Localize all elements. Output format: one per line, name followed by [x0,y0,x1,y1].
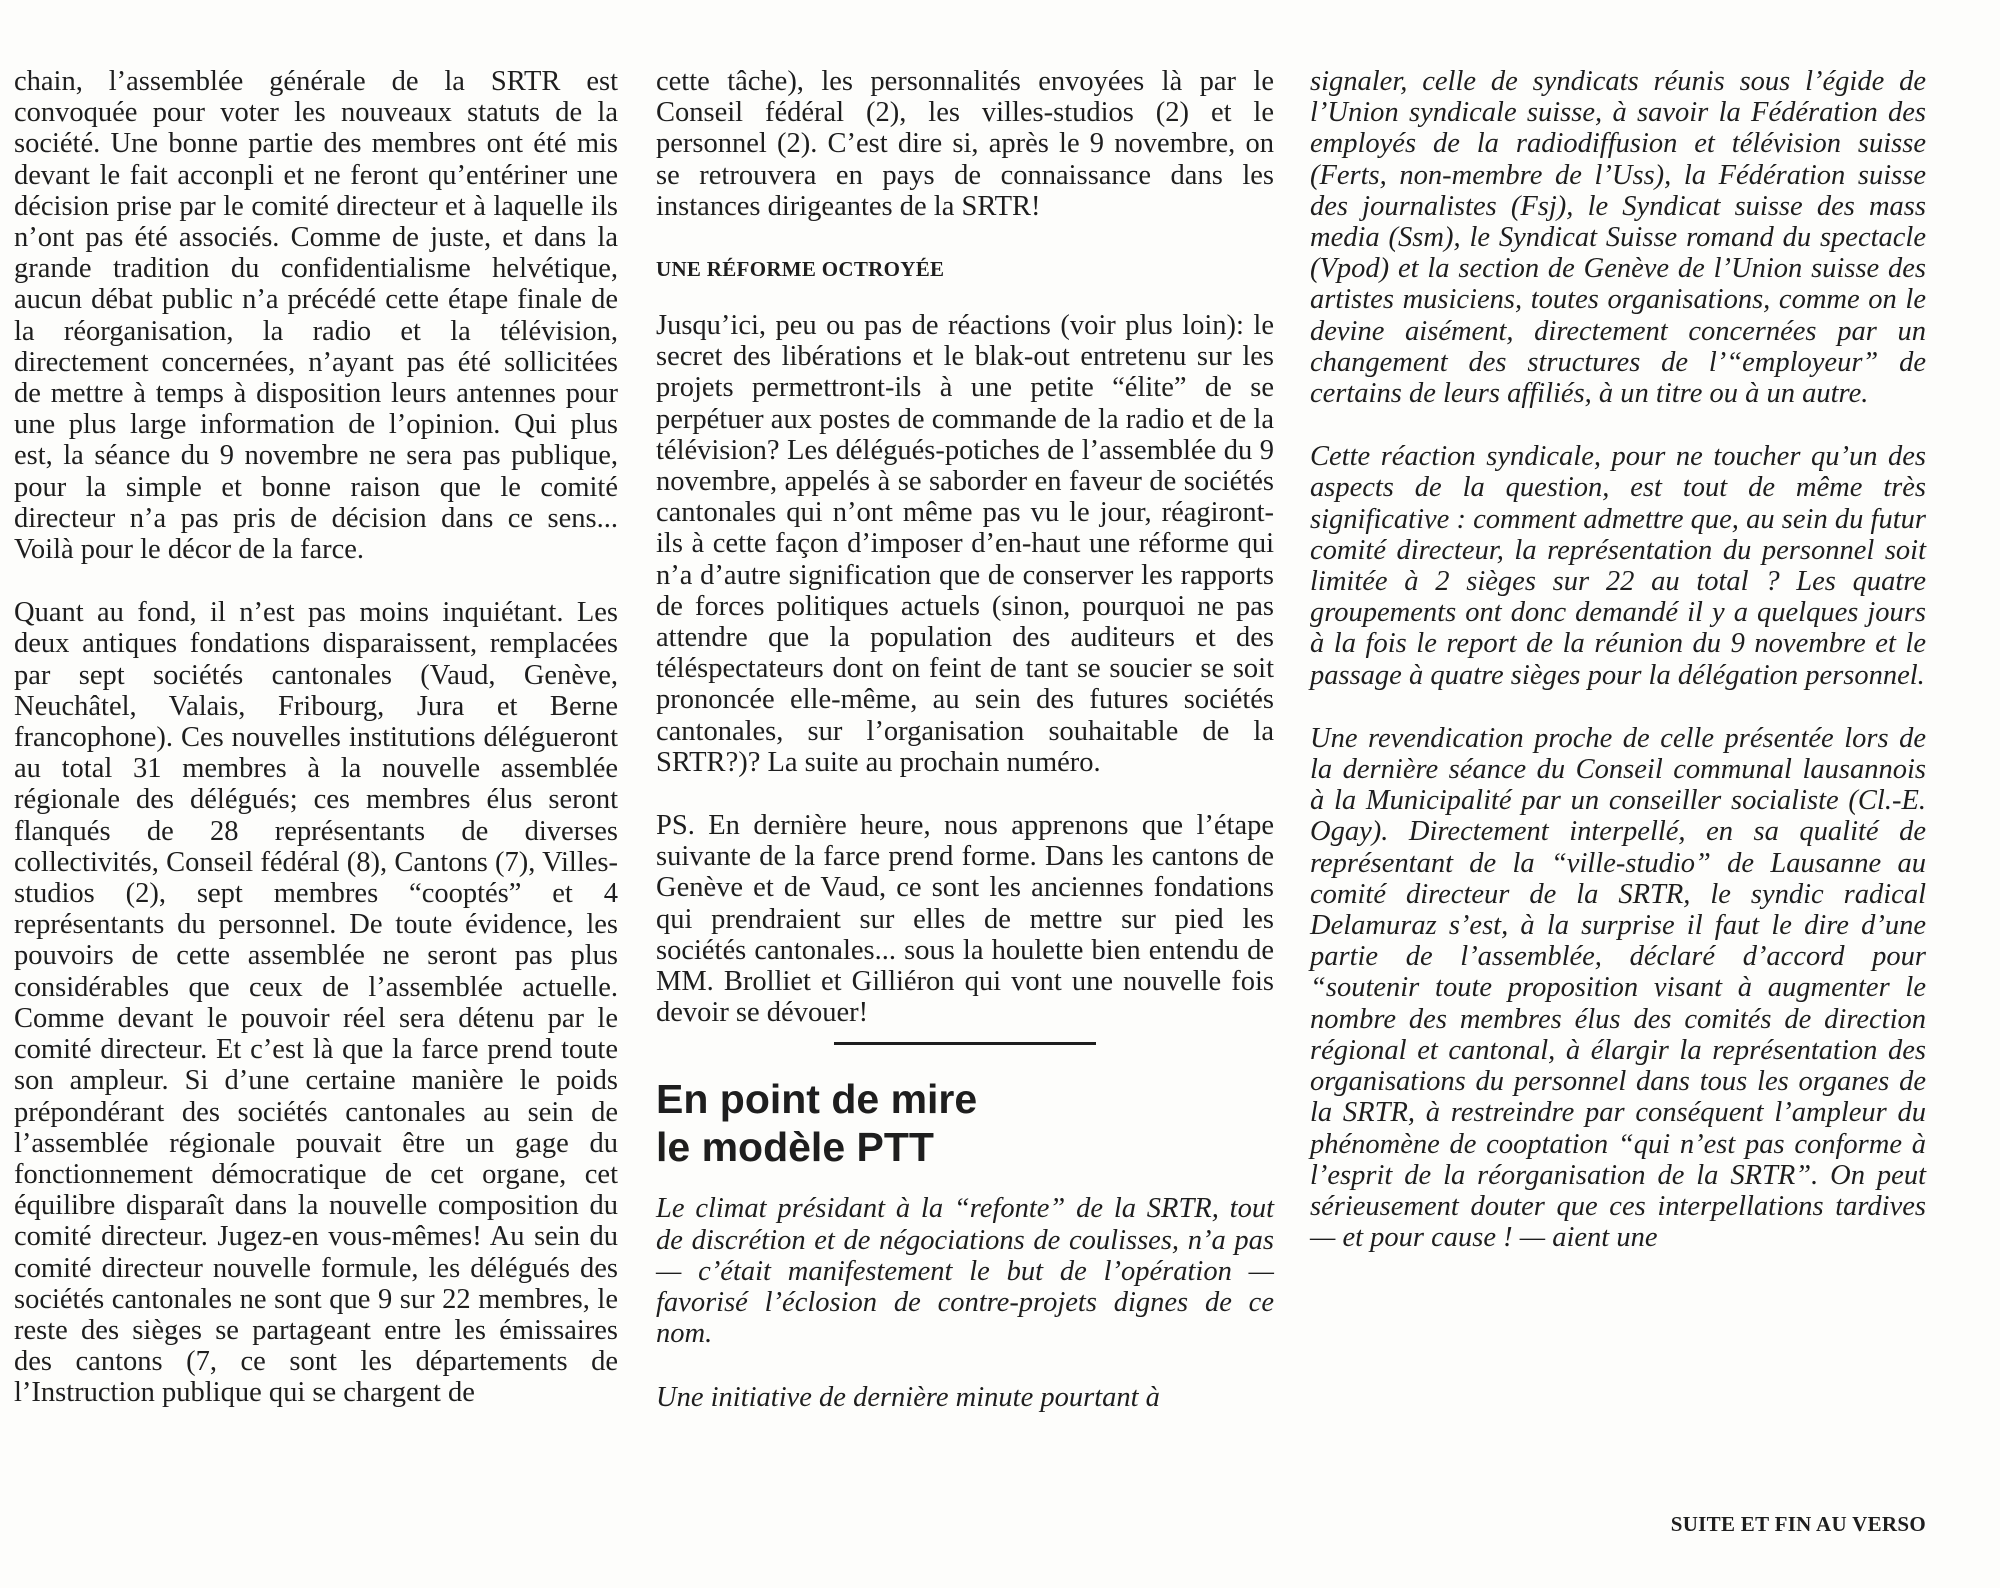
column1-paragraph-1: chain, l’assemblée générale de la SRTR est convoquée pour voter les nouveaux statuts de la société. Une bonne partie des membres ont été mis devant le fait acconpli et ne feront qu’entériner une décision prise par le comité directeur et à laquelle ils n’ont pas été associés. Comme de juste, et dans la grande tradition du confidentialisme helvétique, aucun débat public n’a précédé cette étape finale de la réorganisation, la radio et la télévision, directement concernées, n’ayant pas été sollicitées de mettre à temps à disposition leurs antennes pour une plus large information de l’opinion. Qui plus est, la séance du 9 novembre ne sera pas publique, pour la simple et bonne raison que le comité directeur n’a pas pris de décision dans ce sens... Voilà pour le décor de la farce. [14,66,618,566]
article-column-2 [656,66,1274,1445]
article-intro-continued: Une initiative de dernière minute pourtant à [656,1381,1160,1413]
column1-paragraph-2: Quant au fond, il n’est pas moins inquiétant. Les deux antiques fondations disparaissent, remplacées par sept sociétés cantonales (Vaud, Genève, Neuchâtel, Valais, Fribourg, Jura et Berne francophone). Ces nouvelles institutions délégueront au total 31 membres à la nouvelle assemblée régionale des délégués; ces membres élus seront flanqués de 28 représentants de diverses collectivités, Conseil fédéral (8), Cantons (7), Villes-studios (2), sept membres “cooptés” et 4 représentants du personnel. De toute évidence, les pouvoirs de cette assemblée ne seront pas plus considérables que ceux de l’assemblée actuelle. Comme devant le pouvoir réel sera détenu par le comité directeur. Et c’est là que la farce prend toute son ampleur. Si d’une certaine manière le poids prépondérant des sociétés cantonales au sein de l’assemblée régionale pouvait être un gage du fonctionnement démocratique de cet organe, cet équilibre disparaît dans la nouvelle composition du comité directeur. Jugez-en vous-mêmes! Au sein du comité directeur nouvelle formule, les délégués des sociétés cantonales ne sont que 9 sur 22 membres, le reste des sièges se partageant entre les émissaires des cantons (7, ce sont les départements de l’Instruction publique qui se chargent de [14,597,618,1409]
section-divider [834,1042,1096,1045]
article-intro: Le climat présidant à la “refonte” de la SRTR, tout de discrétion et de négociations de coulisses, n’a pas — c’était manifestement le but de l’opération — favorisé l’éclosion de contre-projets dignes de ce nom. [656,1193,1274,1350]
column2-postscript: PS. En dernière heure, nous apprenons que l’étape suivante de la farce prend forme. Dans les cantons de Genève et de Vaud, ce sont les anciennes fondations qui prendraient sur elles de mettre sur pied les sociétés cantonales... sous la houlette bien entendu de MM. Brolliet et Gilliéron qui vont une nouvelle fois devoir se dévouer! [656,810,1274,1029]
headline-line-1: En point de mire [656,1076,978,1123]
column2-paragraph-2: Jusqu’ici, peu ou pas de réactions (voir plus loin): le secret des libérations et le blak-out entretenu sur les projets permettront-ils à une petite “élite” de se perpétuer aux postes de commande de la radio et de la télévision? Les délégués-potiches de l’assemblée du 9 novembre, appelés à se saborder en faveur de sociétés cantonales qui n’ont même pas vu le jour, réagiront-ils à cette façon d’imposer d’en-haut une réforme qui n’a d’autre signification que de conserver les rapports de forces politiques actuels (sinon, pourquoi ne pas attendre que la population des auditeurs et des téléspectateurs dont on feint de tant se soucier se soit prononcée elle-même, au sein des futures sociétés cantonales, sur l’organisation souhaitable de la SRTR?)? La suite au prochain numéro. [656,310,1274,778]
column2-paragraph-1: cette tâche), les personnalités envoyées là par le Conseil fédéral (2), les villes-studios (2) et le personnel (2). C’est dire si, après le 9 novembre, on se retrouvera en pays de connaissance dans les instances dirigeantes de la SRTR! [656,66,1274,222]
article-column-1 [14,66,618,1409]
column3-paragraph-1: signaler, celle de syndicats réunis sous l’égide de l’Union syndicale suisse, à savoir la Fédération des employés de la radiodiffusion et télévision suisse (Ferts, non-membre de l’Uss), la Fédération suisse des journalistes (Fsj), le Syndicat suisse des mass media (Ssm), le Syndicat Suisse romand du spectacle (Vpod) et la section de Genève de l’Union suisse des artistes musiciens, toutes organisations, comme on le devine aisément, directement concernées par un changement des structures de l’“employeur” de certains de leurs affiliés, à un titre ou à un autre. [1310,66,1926,410]
headline-line-2: le modèle PTT [656,1124,934,1171]
continued-note: SUITE ET FIN AU VERSO [1670,1512,1926,1536]
column3-paragraph-2: Cette réaction syndicale, pour ne toucher qu’un des aspects de la question, est tout de même très significative : comment admettre que, au sein du futur comité directeur, la représentation du personnel soit limitée à 2 sièges sur 22 au total ? Les quatre groupements ont donc demandé il y a quelques jours à la fois le report de la réunion du 9 novembre et le passage à quatre sièges pour la délégation personnel. [1310,441,1926,691]
article-column-3 [1310,66,1926,1253]
section-subheading: UNE RÉFORME OCTROYÉE [656,257,945,282]
article-headline [656,1075,1274,1171]
column3-paragraph-3: Une revendication proche de celle présentée lors de la dernière séance du Conseil communal lausannois à la Municipalité par un conseiller socialiste (Cl.-E. Ogay). Directement interpellé, en sa qualité de représentant de la “ville-studio” de Lausanne au comité directeur de la SRTR, le syndic radical Delamuraz s’est, à la surprise il faut le dire d’une partie de l’assemblée, déclaré d’accord pour “soutenir toute proposition visant à augmenter le nombre des membres élus des comités de direction régional et cantonal, à élargir la représentation des organisations du personnel dans tous les organes de la SRTR, à restreindre par conséquent l’ampleur du phénomène de cooptation “qui n’est pas conforme à l’esprit de la réorganisation de la SRTR”. On peut sérieusement douter que ces interpellations tardives — et pour cause ! — aient une [1310,722,1926,1254]
